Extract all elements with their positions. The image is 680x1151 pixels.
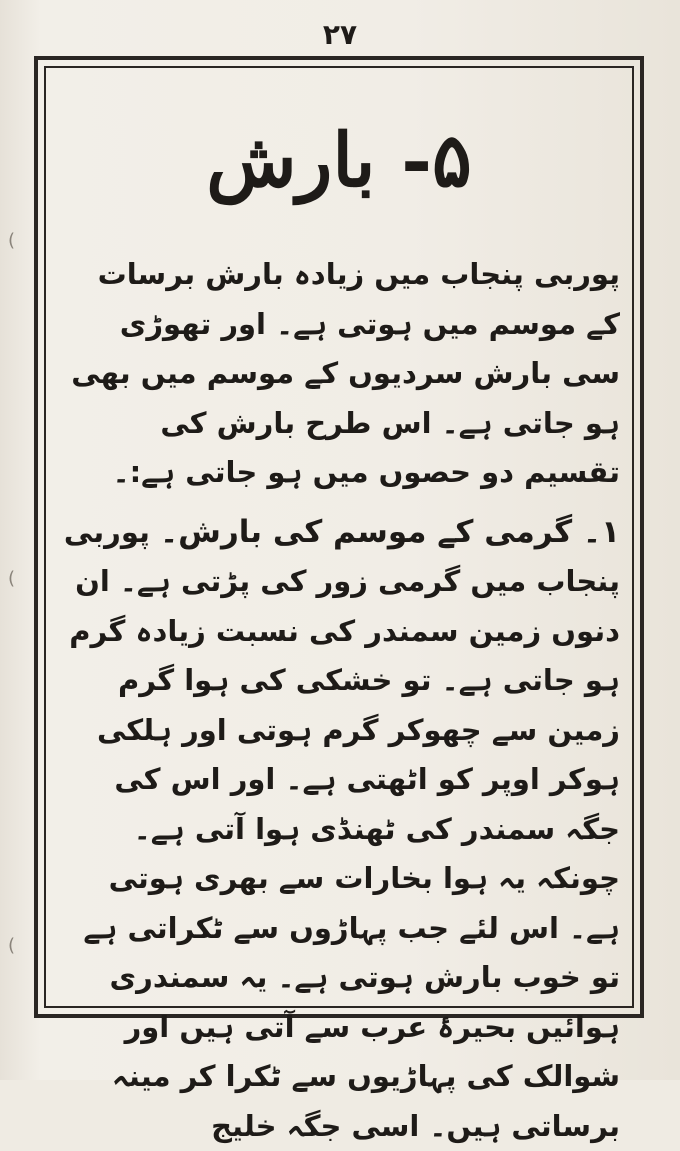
page-number: ۲۷: [0, 18, 680, 51]
paragraph-gap: [52, 498, 626, 508]
page-content: [52, 72, 626, 1000]
section-text-summer-rain: پوربی پنجاب میں گرمی زور کی پڑتی ہے۔ ان دنوں زمین سمندر کی نسبت زیادہ گرم ہو جاتی ہے۔ تو خشکی کی ہوا گرم زمین سے چھوکر گرم ہوتی اور ہلکی ہوکر اوپر کو اٹھتی ہے۔ اور اس کی جگہ سمندر کی ٹھنڈی ہوا آتی ہے۔ چونکہ یہ ہوا بخارات سے بھری ہوتی ہے۔ اس لئے جب پہاڑوں سے ٹکراتی ہے تو خوب بارش ہوتی ہے۔ یہ سمندری ہوائیں بحیرۂ عرب سے آتی ہیں اور شوالک کی پہاڑیوں سے ٹکرا کر مینہ برساتی ہیں۔ اسی جگہ خلیج: [64, 515, 620, 1143]
binding-hole-mark: (: [8, 230, 15, 251]
binding-hole-mark: (: [8, 568, 15, 589]
chapter-title: ۵- بارش: [52, 76, 626, 246]
section-heading-summer-rain: ۱۔ گرمی کے موسم کی بارش۔: [160, 514, 620, 550]
binding-hole-mark: (: [8, 935, 15, 956]
paragraph-intro: پوربی پنجاب میں زیادہ بارش برسات کے موسم میں ہوتی ہے۔ اور تھوڑی سی بارش سردیوں کے موسم میں بھی ہو جاتی ہے۔ اس طرح بارش کی تقسیم دو حصوں میں ہو جاتی ہے:۔: [56, 250, 620, 498]
paragraph-summer-rain: [56, 508, 620, 1151]
